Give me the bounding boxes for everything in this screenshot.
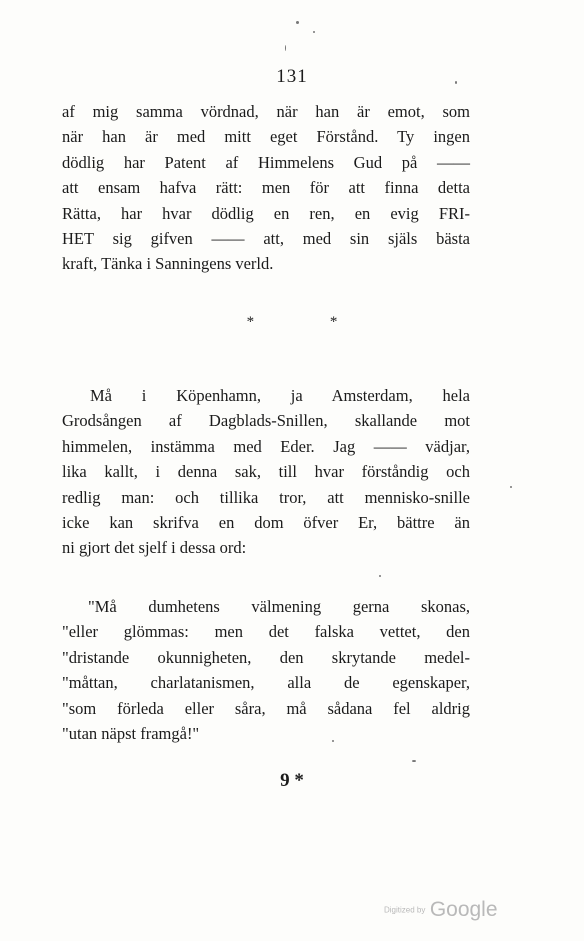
quote-line: "Må dumhetens välmening gerna skonas, — [88, 597, 470, 616]
scan-speck — [379, 575, 381, 577]
google-logo: Google — [429, 898, 498, 921]
quotation — [62, 594, 470, 746]
quote-line: "utan näpst framgå!" — [62, 723, 200, 743]
scan-speck — [455, 81, 457, 84]
text-line: Må i Köpenhamn, ja Amsterdam, hela — [90, 386, 470, 405]
page-number: 131 — [276, 66, 308, 87]
quote-line: "eller glömmas: men det falska vettet, den — [62, 622, 470, 642]
text-line: kraft, Tänka i Sanningens verld. — [62, 254, 274, 274]
paragraph-1 — [62, 99, 470, 277]
scan-speck — [510, 486, 512, 488]
scan-speck — [332, 740, 334, 742]
watermark-prefix: Digitized by — [384, 905, 426, 915]
text-line: att ensam hafva rätt: men för att finna detta — [62, 178, 470, 198]
text-line: af mig samma vördnad, när han är emot, som — [62, 102, 470, 121]
quote-line: "som förleda eller såra, må sådana fel aldrig — [62, 698, 470, 718]
text-line: när han är med mitt eget Förstånd. Ty ingen — [62, 127, 470, 147]
quote-line: "dristande okunnigheten, den skrytande medel- — [62, 647, 470, 667]
watermark — [384, 898, 498, 922]
quote-line: "måttan, charlatanismen, alla de egenskaper, — [62, 673, 470, 693]
text-line: icke kan skrifva en dom öfver Er, bättre än — [62, 512, 470, 532]
signature-mark: 9 * — [280, 770, 304, 791]
paragraph-2 — [62, 383, 470, 561]
text-line: Rätta, har hvar dödlig en ren, en evig FRI- — [62, 203, 470, 223]
section-separator: * * — [246, 314, 338, 330]
text-line: Grodsången af Dagblads-Snillen, skallande mot — [62, 411, 470, 431]
text-line: dödlig har Patent af Himmelens Gud på —— — [62, 152, 470, 172]
scan-speck — [412, 760, 416, 762]
text-line: redlig man: och tillika tror, att mennisko-snille — [62, 487, 470, 507]
text-line: ni gjort det sjelf i dessa ord: — [62, 538, 247, 558]
text-line: lika kallt, i denna sak, till hvar förståndig och — [62, 462, 470, 482]
scan-speck — [285, 45, 286, 51]
text-line: himmelen, instämma med Eder. Jag —— vädjar, — [62, 436, 470, 456]
scan-speck — [296, 21, 299, 24]
text-line: HET sig gifven —— att, med sin själs bästa — [62, 228, 470, 248]
scan-speck — [313, 31, 315, 33]
